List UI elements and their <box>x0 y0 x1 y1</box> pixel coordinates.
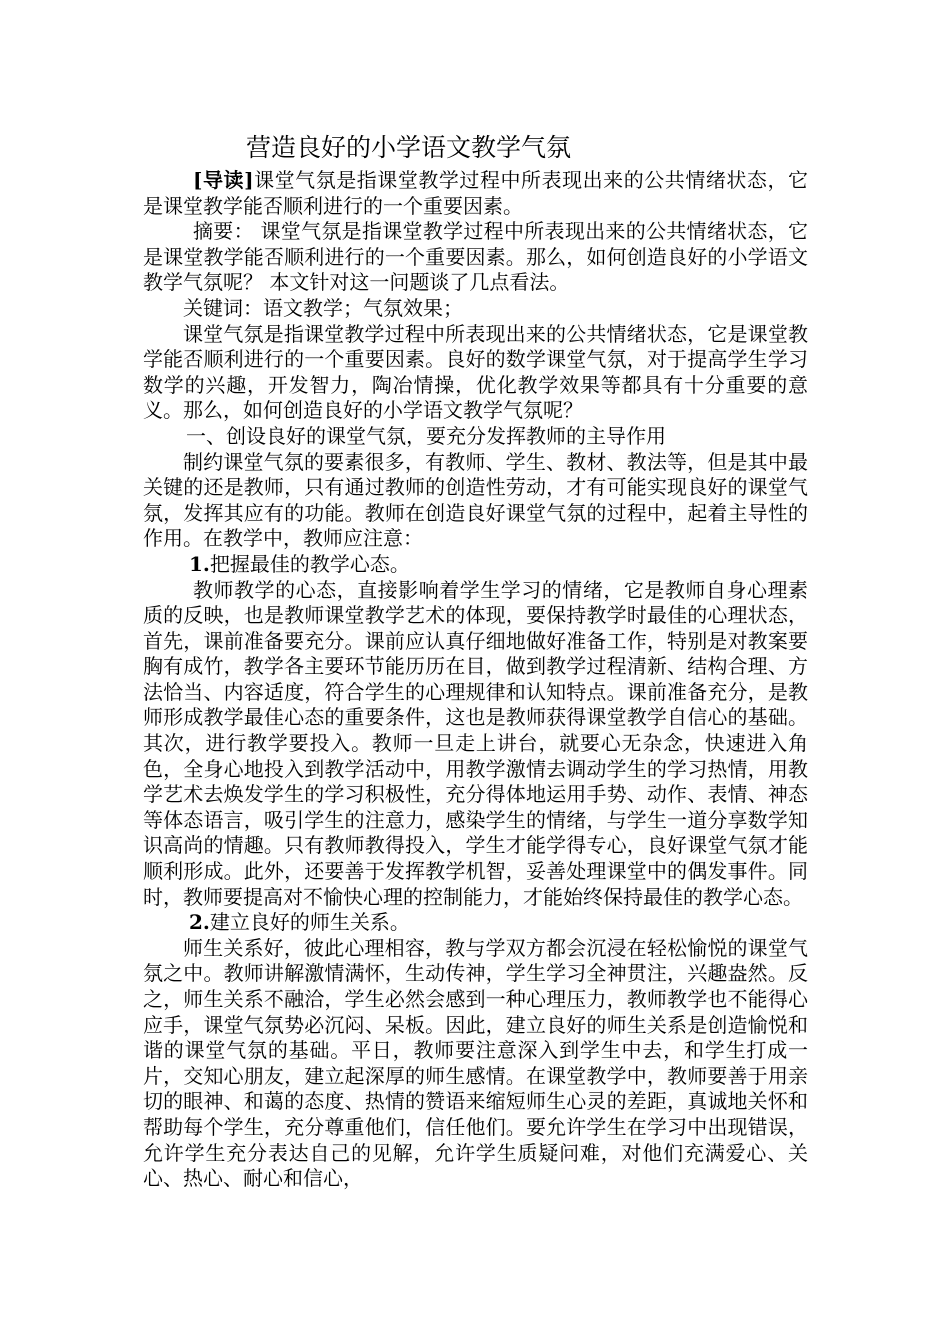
body-paragraph-3: 教师教学的心态，直接影响着学生学习的情绪，它是教师自身心理素质的反映，也是教师课堂教学艺术的体现，要保持教学时最佳的心理状态，首先，课前准备要充分。课前应认真仔细地做好准备工作，特别是对教案要胸有成竹，教学各主要环节能历历在目，做到教学过程清新、结构合理、方法恰当、内容适度，符合学生的心理规律和认知特点。课前准备充分，是教师形成教学最佳心态的重要条件，这也是教师获得课堂教学自信心的基础。其次，进行教学要投入。教师一旦走上讲台，就要心无杂念，快速进入角色，全身心地投入到教学活动中，用教学激情去调动学生的学习热情，用教学艺术去焕发学生的学习积极性，充分得体地运用手势、动作、表情、神态等体态语言，吸引学生的注意力，感染学生的情绪，与学生一道分享数学知识高尚的情趣。只有教师教得投入，学生才能学得专心，良好课堂气氛才能顺利形成。此外，还要善于发挥教学机智，妥善处理课堂中的偶发事件。同时，教师要提高对不愉快心理的控制能力，才能始终保持最佳的教学心态。 <box>143 577 808 909</box>
document-page <box>143 128 808 1192</box>
body-paragraph-4: 师生关系好，彼此心理相容，教与学双方都会沉浸在轻松愉悦的课堂气氛之中。教师讲解激情满怀，生动传神，学生学习全神贯注，兴趣盎然。反之，师生关系不融洽，学生必然会感到一种心理压力，教师教学也不能得心应手，课堂气氛势必沉闷、呆板。因此，建立良好的师生关系是创造愉悦和谐的课堂气氛的基础。平日，教师要注意深入到学生中去，和学生打成一片，交知心朋友，建立起深厚的师生感情。在课堂教学中，教师要善于用亲切的眼神、和蔼的态度、热情的赞语来缩短师生心灵的差距，真诚地关怀和帮助每个学生，充分尊重他们，信任他们。要允许学生在学习中出现错误，允许学生充分表达自己的见解，允许学生质疑问难，对他们充满爱心、关心、热心、耐心和信心， <box>143 935 808 1191</box>
subheading-2-text: 建立良好的师生关系。 <box>209 910 410 935</box>
body-paragraph-1: 课堂气氛是指课堂教学过程中所表现出来的公共情绪状态，它是课堂教学能否顺利进行的一个重要因素。良好的数学课堂气氛，对于提高学生学习数学的兴趣，开发智力，陶冶情操，优化教学效果等都具有十分重要的意义。那么，如何创造良好的小学语文教学气氛呢？ <box>143 321 808 423</box>
body-paragraph-2: 制约课堂气氛的要素很多，有教师、学生、教材、教法等，但是其中最关键的还是教师，只有通过教师的创造性劳动，才有可能实现良好的课堂气氛，发挥其应有的功能。教师在创造良好课堂气氛的过程中，起着主导性的作用。在教学中，教师应注意： <box>143 449 808 551</box>
document-title: 营造良好的小学语文教学气氛 <box>246 133 572 162</box>
intro-text: 课堂气氛是指课堂教学过程中所表现出来的公共情绪状态，它是课堂教学能否顺利进行的一个重要因素。 <box>143 168 809 218</box>
intro-label: [导读] <box>193 168 254 192</box>
subheading-1-text: 把握最佳的教学心态。 <box>209 551 410 576</box>
subheading-1-number: 1. <box>189 551 210 576</box>
intro-paragraph <box>143 168 808 219</box>
abstract-paragraph: 摘要： 课堂气氛是指课堂教学过程中所表现出来的公共情绪状态，它是课堂教学能否顺利进行的一个重要因素。那么，如何创造良好的小学语文教学气氛呢？ 本文针对这一问题谈了几点看法。 <box>143 219 808 295</box>
section-heading-1: 一、创设良好的课堂气氛，要充分发挥教师的主导作用 <box>186 423 666 448</box>
keywords-paragraph: 关键词：语文教学；气氛效果； <box>183 295 463 320</box>
subheading-2 <box>143 910 808 936</box>
subheading-2-number: 2. <box>189 910 210 935</box>
subheading-1 <box>143 552 808 578</box>
